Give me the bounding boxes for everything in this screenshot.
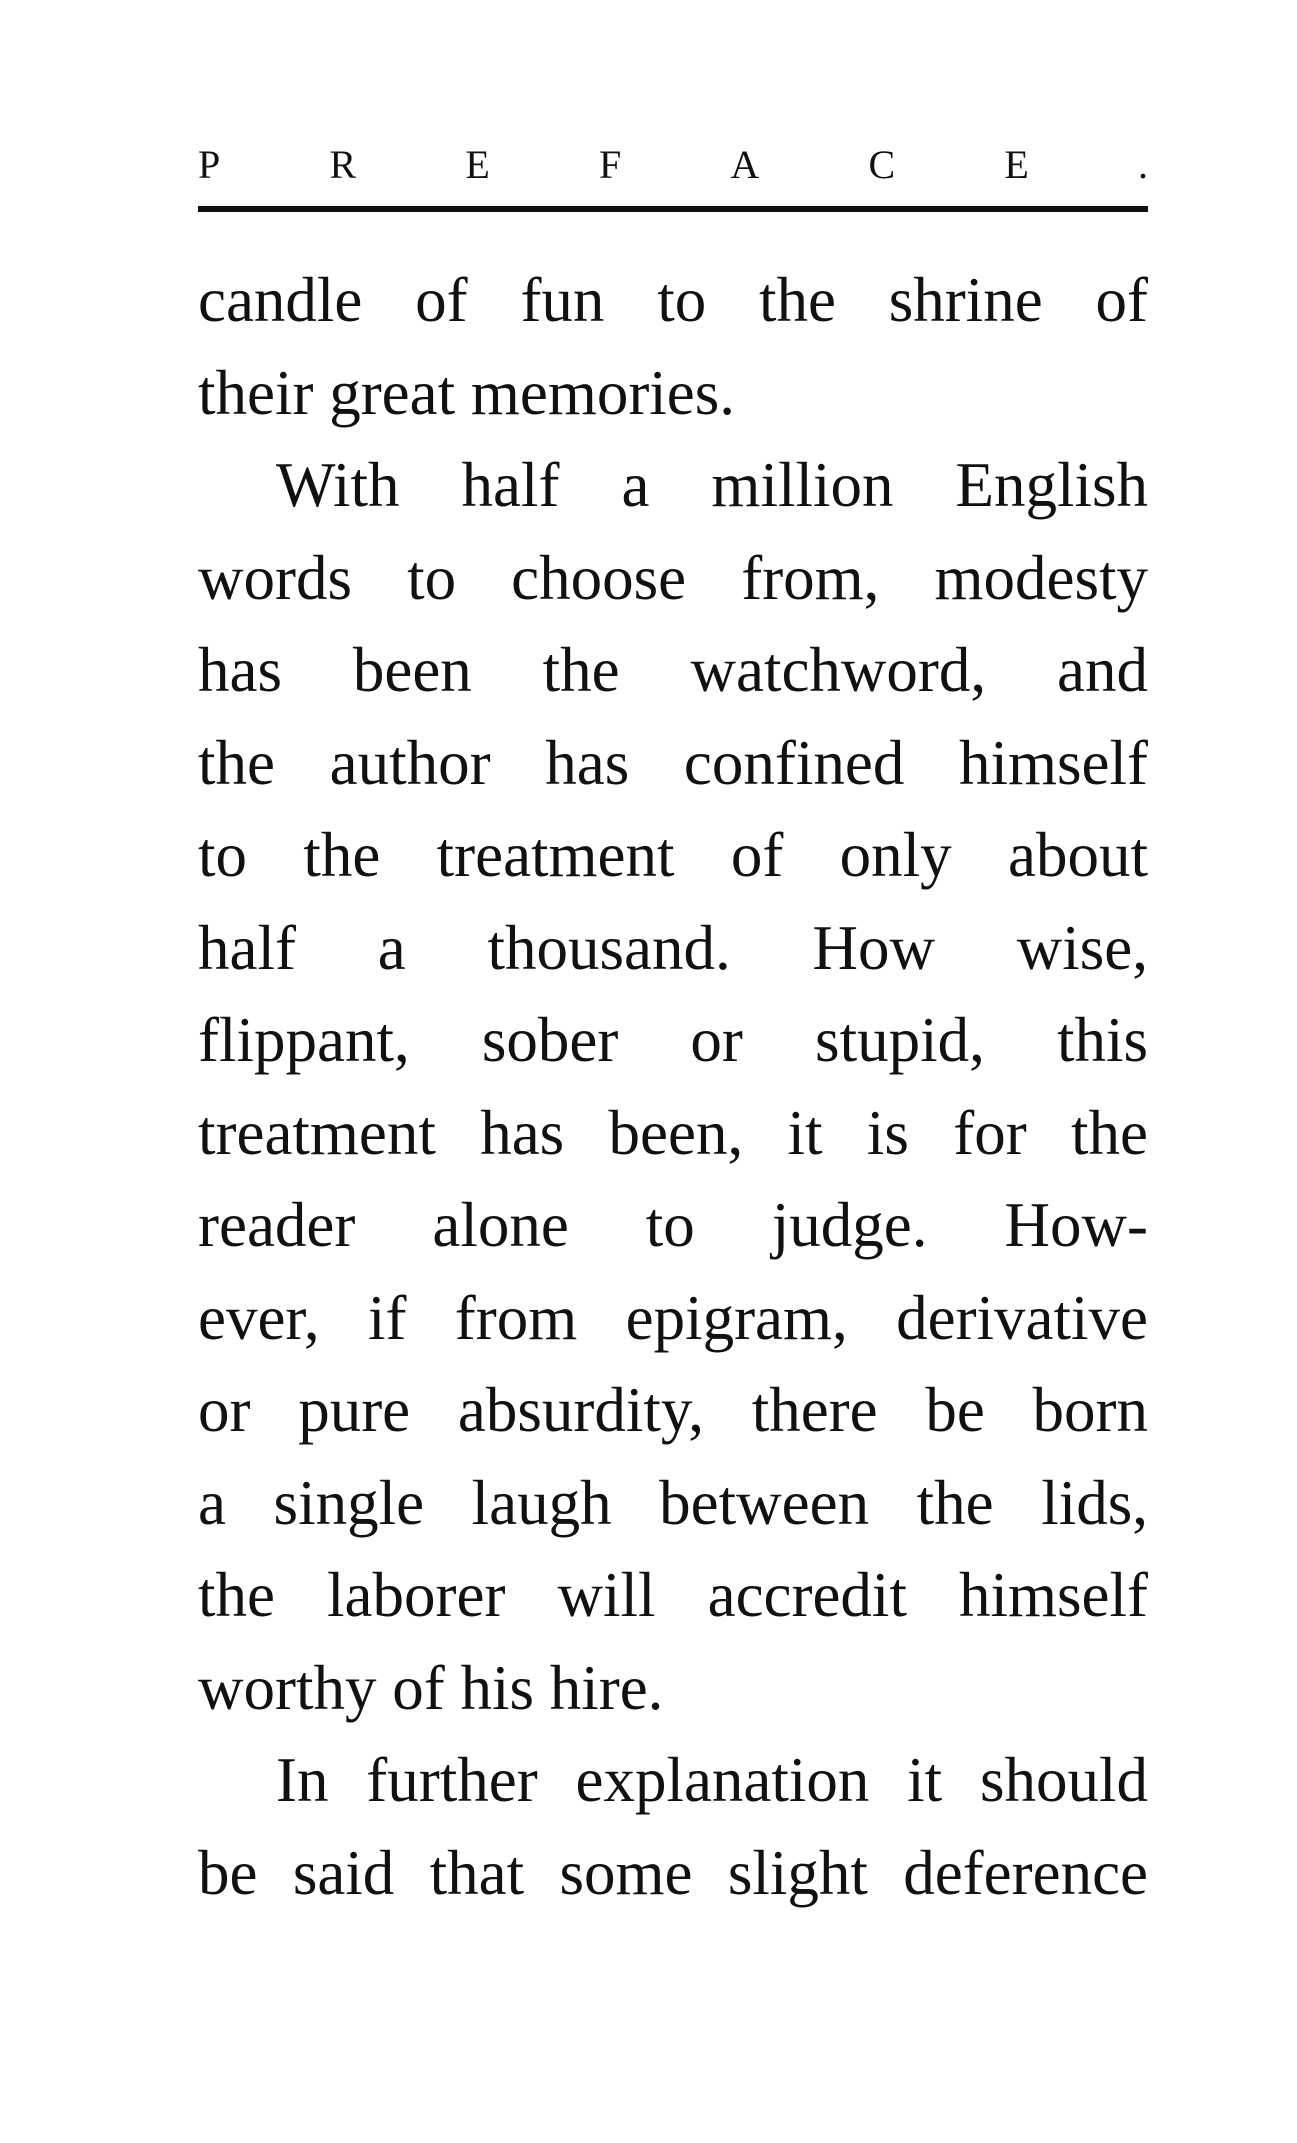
text-line: half a thousand. How wise,	[198, 912, 1148, 983]
body-text	[198, 254, 1148, 1919]
text-line: be said that some slight deference	[198, 1837, 1148, 1908]
running-head-letter: F	[598, 142, 622, 187]
text-line: has been the watchword, and	[198, 635, 1148, 705]
running-head-letter: E	[465, 142, 490, 187]
running-head	[198, 140, 1148, 190]
text-line: the laborer will accredit himself	[198, 1560, 1148, 1630]
text-line: treatment has been, it is for the	[198, 1097, 1148, 1168]
running-head-letter: .	[1137, 142, 1148, 187]
text-line: With half a million English	[276, 450, 1148, 520]
text-line: the author has confined himself	[198, 727, 1148, 798]
text-line: to the treatment of only about	[198, 820, 1148, 890]
text-line: In further explanation it should	[276, 1745, 1148, 1815]
text-line: their great memories.	[198, 357, 736, 428]
text-line: a single laugh between the lids,	[198, 1467, 1148, 1538]
text-line: reader alone to judge. How-	[198, 1190, 1148, 1260]
text-line: ever, if from epigram, derivative	[198, 1282, 1148, 1353]
text-line: words to choose from, modesty	[198, 542, 1148, 613]
text-line: candle of fun to the shrine of	[198, 265, 1148, 335]
running-head-letter: E	[1004, 142, 1029, 187]
text-line: worthy of his hire.	[198, 1652, 664, 1723]
running-head-letter: R	[329, 142, 357, 187]
header-rule	[198, 206, 1148, 212]
running-head-letter: P	[198, 142, 221, 187]
text-line: or pure absurdity, there be born	[198, 1375, 1148, 1445]
running-head-letter: A	[730, 142, 760, 187]
running-head-letter: C	[868, 142, 896, 187]
text-line: flippant, sober or stupid, this	[198, 1005, 1148, 1075]
